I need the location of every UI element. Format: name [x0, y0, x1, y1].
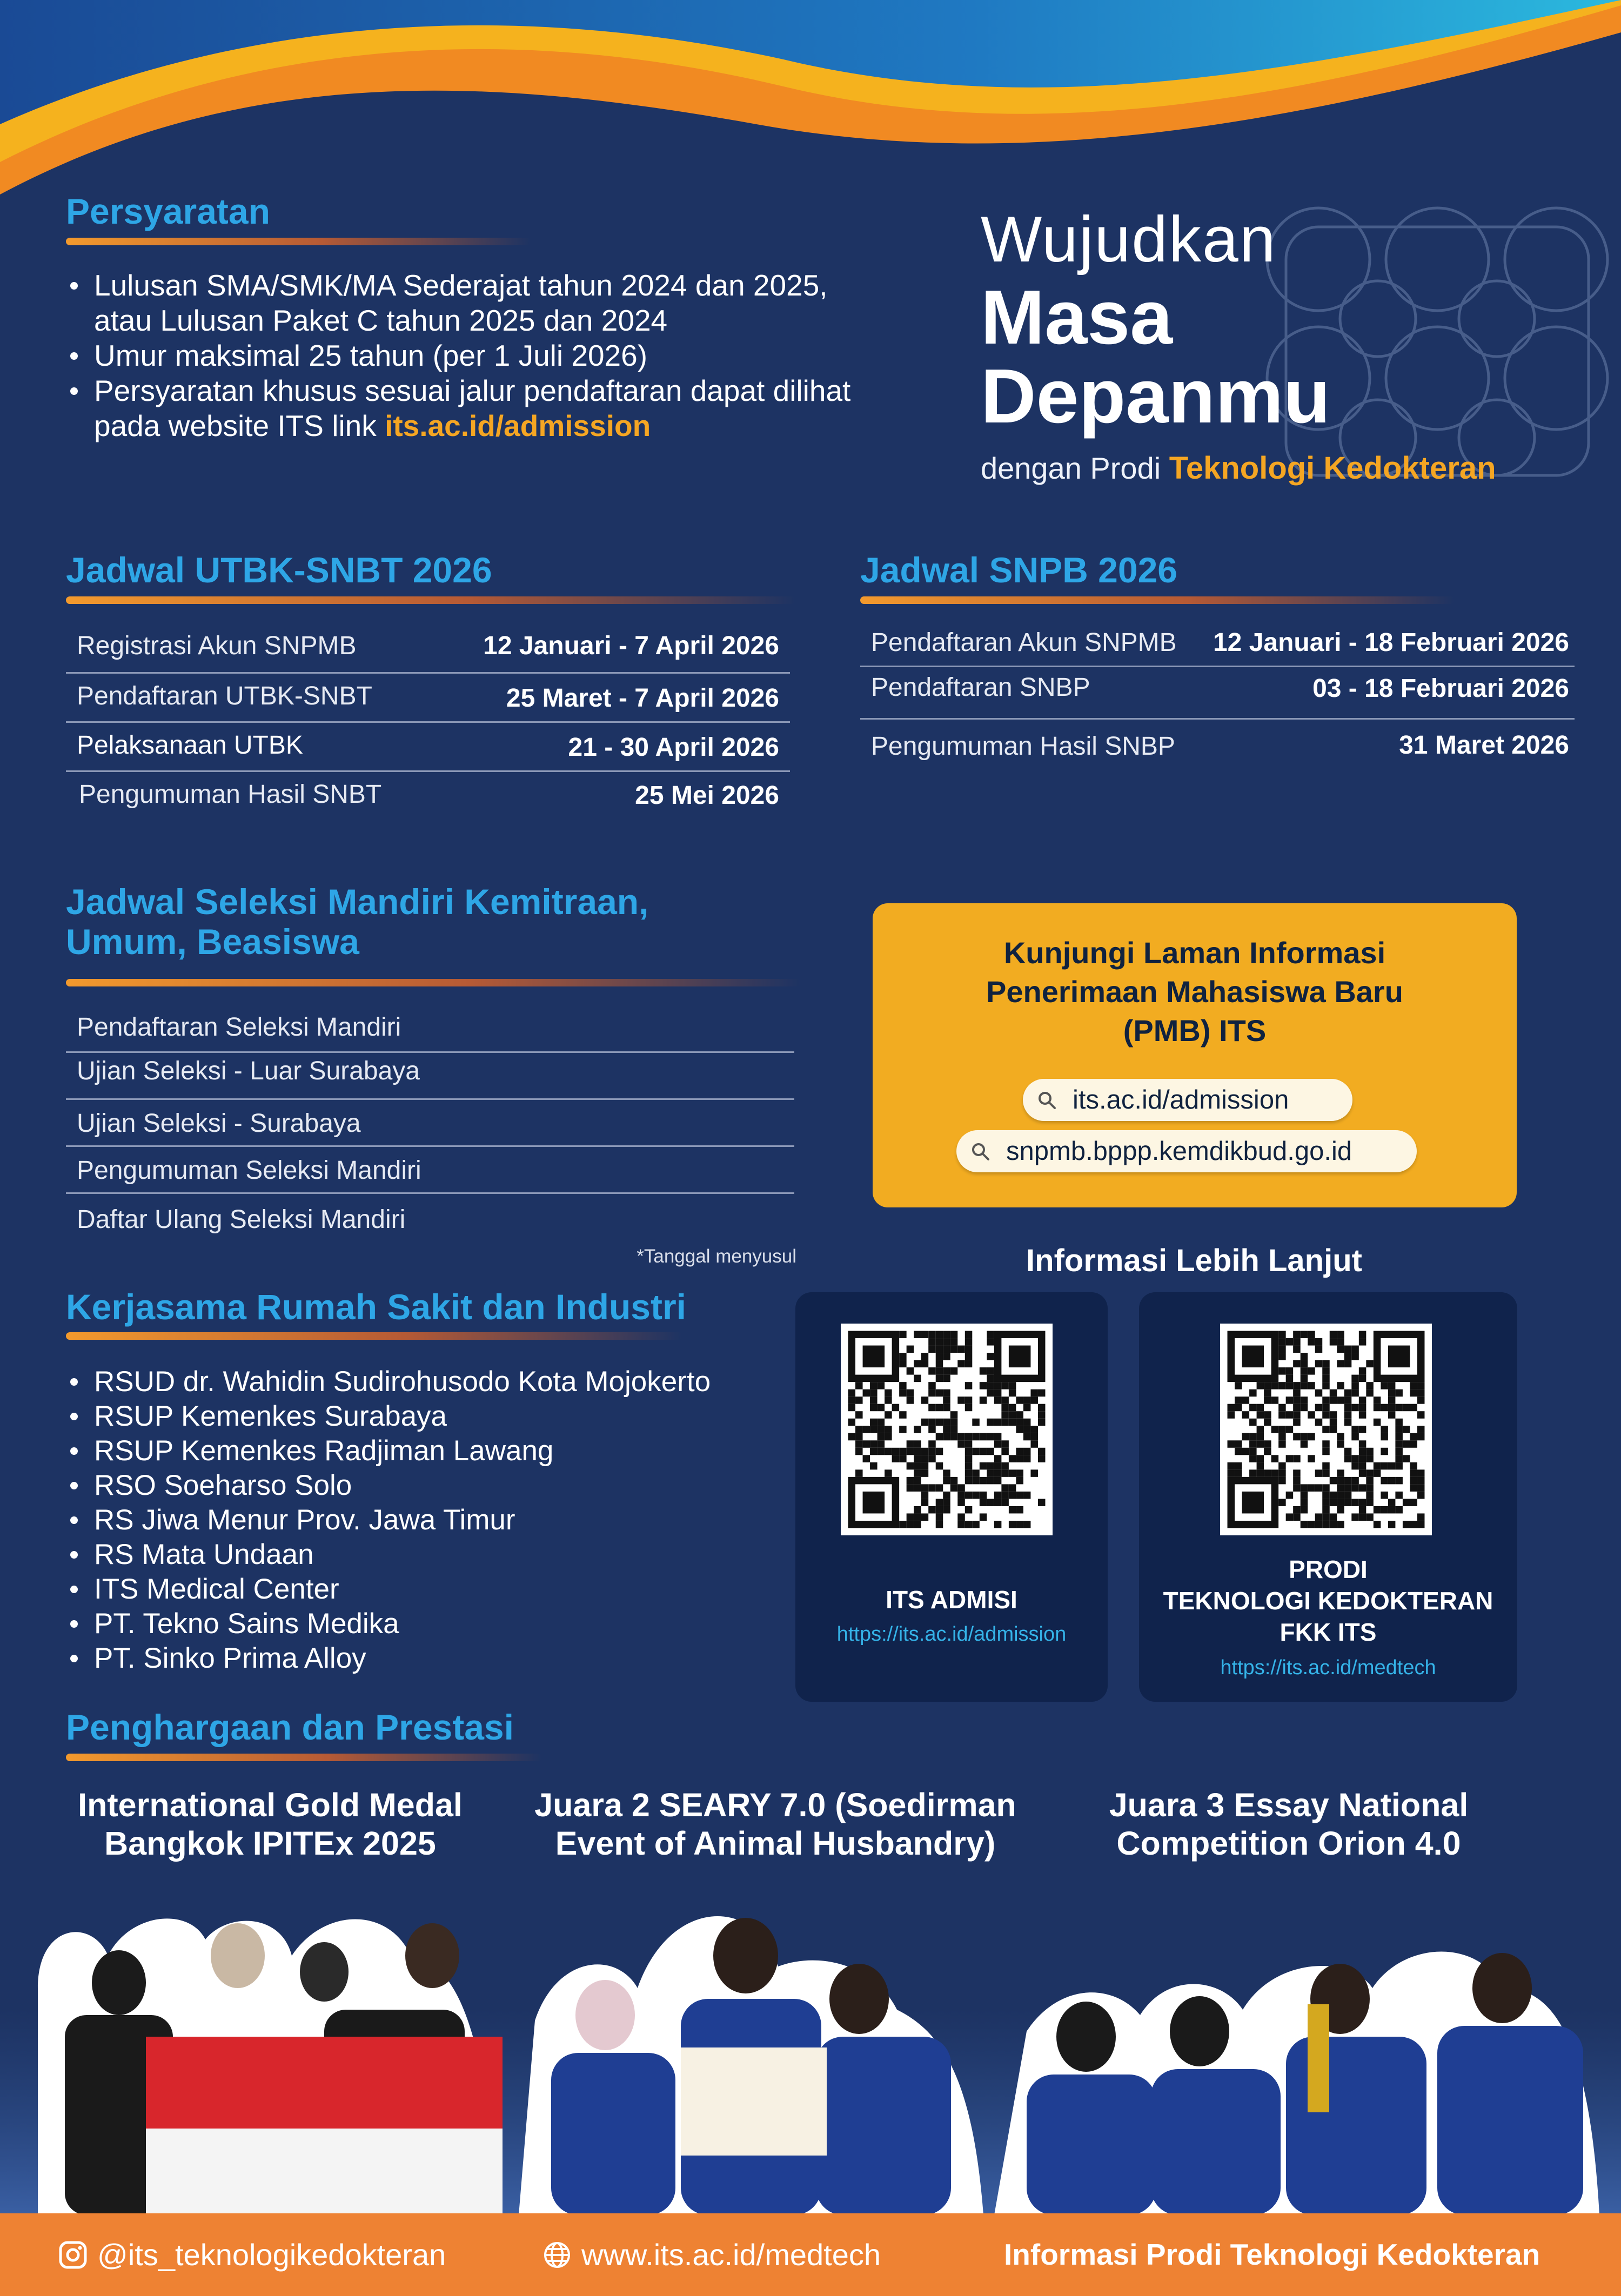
qr-code[interactable] — [1220, 1324, 1432, 1535]
mandiri-table — [66, 1010, 794, 1239]
qr-card-admission — [795, 1292, 1108, 1702]
requirements-title: Persyaratan — [66, 191, 270, 231]
table-row: Registrasi Akun SNPMB 12 Januari - 7 April 2026 — [66, 627, 790, 674]
group-photo-2 — [519, 1916, 983, 2213]
top-wave — [0, 0, 1621, 205]
partners-divider — [66, 1332, 682, 1340]
list-item: RSUP Kemenkes Surabaya — [94, 1399, 829, 1434]
qr-card-medtech — [1139, 1292, 1517, 1702]
award-3: Juara 3 Essay National Competition Orion 4.0 — [1109, 1787, 1469, 1862]
table-row: Daftar Ulang Seleksi Mandiri — [77, 1205, 406, 1234]
table-row: Pengumuman Seleksi Mandiri — [66, 1147, 794, 1194]
list-item: ITS Medical Center — [94, 1572, 829, 1607]
info-title: Informasi Lebih Lanjut — [1026, 1243, 1362, 1278]
snpb-divider — [860, 596, 1455, 604]
snpb-table — [860, 622, 1575, 768]
table-row: Pendaftaran Akun SNPMB 12 Januari - 18 Februari 2026 — [860, 622, 1575, 667]
table-row: Pelaksanaan UTBK 21 - 30 April 2026 — [66, 723, 790, 772]
award-1: International Gold Medal Bangkok IPITEx 2025 — [78, 1787, 463, 1862]
group-photo-3 — [994, 1952, 1599, 2214]
qr-card-url[interactable]: https://its.ac.id/admission — [836, 1623, 1067, 1646]
list-item: RS Jiwa Menur Prov. Jawa Timur — [94, 1503, 829, 1538]
table-row: Pengumuman Hasil SNBT 25 Mei 2026 — [79, 780, 779, 810]
table-row: Ujian Seleksi - Luar Surabaya — [66, 1053, 794, 1100]
pmb-info-box — [873, 903, 1517, 1207]
partners-title: Kerjasama Rumah Sakit dan Industri — [66, 1287, 687, 1327]
snpb-title: Jadwal SNPB 2026 — [860, 550, 1177, 590]
hero-subtitle: dengan Prodi Teknologi Kedokteran — [981, 451, 1496, 486]
students-photo — [0, 1848, 1621, 2213]
hero-line-3: Depanmu — [981, 353, 1330, 439]
utbk-title: Jadwal UTBK-SNBT 2026 — [66, 550, 492, 590]
awards-title: Penghargaan dan Prestasi — [66, 1707, 514, 1747]
qr-code[interactable] — [841, 1324, 1053, 1535]
list-item: RSUP Kemenkes Radjiman Lawang — [94, 1434, 829, 1468]
search-icon — [1037, 1090, 1056, 1110]
qr-card-name: ITS ADMISI — [886, 1586, 1017, 1614]
snpmb-search-pill[interactable]: snpmb.bppp.kemdikbud.go.id — [956, 1130, 1417, 1172]
mandiri-divider — [66, 979, 801, 986]
list-item: Persyaratan khusus sesuai jalur pendaftaran dapat dilihat pada website ITS link its.ac.id/admission — [94, 373, 872, 444]
mandiri-title: Jadwal Seleksi Mandiri Kemitraan, Umum, Beasiswa — [66, 882, 649, 962]
table-row: Pendaftaran SNBP 03 - 18 Februari 2026 — [860, 667, 1575, 720]
award-2: Juara 2 SEARY 7.0 (Soedirman Event of Animal Husbandry) — [534, 1787, 1016, 1862]
list-item: Umur maksimal 25 tahun (per 1 Juli 2026) — [94, 338, 872, 373]
hero-line-2: Masa — [981, 274, 1173, 360]
qr-card-name: PRODI TEKNOLOGI KEDOKTERAN FKK ITS — [1163, 1555, 1493, 1646]
hero-line-1: Wujudkan — [981, 203, 1277, 276]
admission-link[interactable]: its.ac.id/admission — [385, 409, 651, 442]
list-item: Lulusan SMA/SMK/MA Sederajat tahun 2024 dan 2025, atau Lulusan Paket C tahun 2025 dan 2024 — [94, 268, 872, 338]
instagram-icon — [58, 2240, 88, 2270]
list-item: PT. Tekno Sains Medika — [94, 1607, 829, 1641]
pmb-title: Kunjungi Laman Informasi Penerimaan Mahasiswa Baru (PMB) ITS — [986, 936, 1403, 1048]
qr-card-url[interactable]: https://its.ac.id/medtech — [1220, 1656, 1436, 1679]
list-item: RSO Soeharso Solo — [94, 1468, 829, 1503]
footer-bar: @its_teknologikedokteran www.its.ac.id/medtech Informasi Prodi Teknologi Kedokteran — [0, 2213, 1621, 2296]
utbk-table — [66, 627, 790, 821]
list-item: RSUD dr. Wahidin Sudirohusodo Kota Mojokerto — [94, 1365, 829, 1399]
globe-icon — [542, 2240, 572, 2270]
admission-search-pill[interactable]: its.ac.id/admission — [1023, 1079, 1352, 1121]
table-row: Pendaftaran Seleksi Mandiri — [66, 1010, 794, 1053]
footer-tagline: Informasi Prodi Teknologi Kedokteran — [1004, 2238, 1540, 2271]
utbk-divider — [66, 596, 795, 604]
table-row: Pendaftaran UTBK-SNBT 25 Maret - 7 April 2026 — [66, 674, 790, 723]
list-item: PT. Sinko Prima Alloy — [94, 1641, 829, 1676]
list-item: RS Mata Undaan — [94, 1538, 829, 1572]
search-icon — [970, 1142, 990, 1161]
table-row: Ujian Seleksi - Surabaya — [66, 1100, 794, 1147]
awards-divider — [66, 1754, 541, 1761]
table-row: Pengumuman Hasil SNBP 31 Maret 2026 — [871, 731, 1569, 761]
partners-list — [66, 1365, 829, 1676]
date-note: *Tanggal menyusul — [637, 1246, 796, 1267]
group-photo-1 — [38, 1918, 503, 2213]
requirements-divider — [66, 238, 531, 245]
requirements-list — [66, 268, 872, 444]
